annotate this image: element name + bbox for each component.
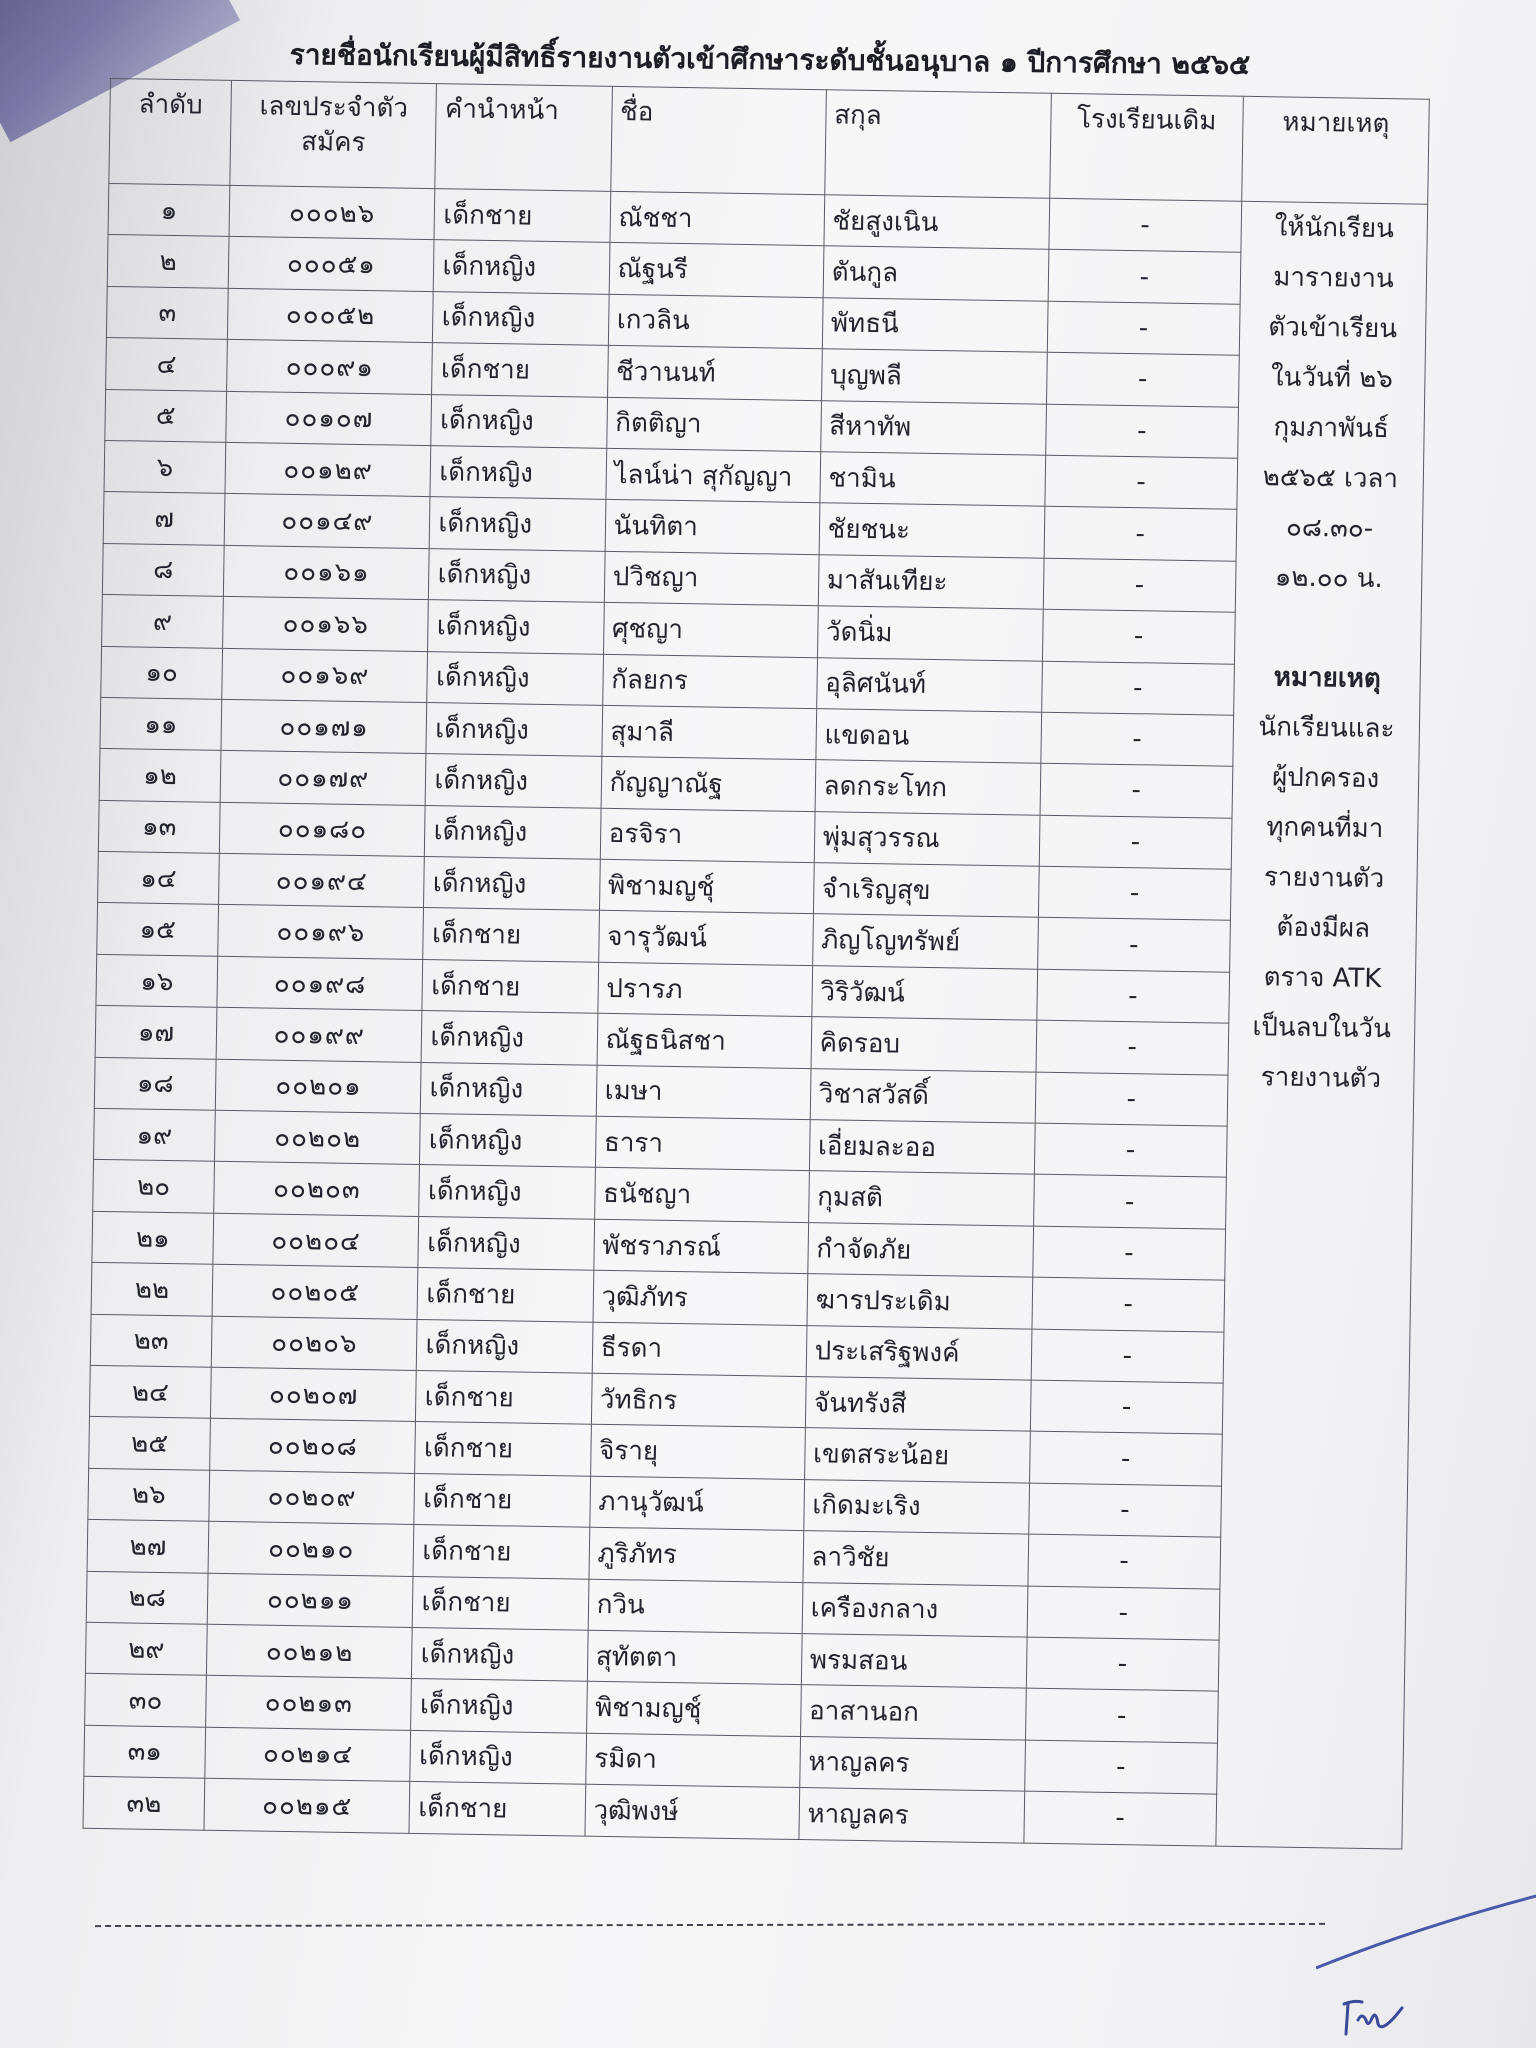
row-prefix: เด็กหญิง [420, 1114, 596, 1168]
remarks-schedule-line: ในวันที่ ๒๖ [1270, 362, 1394, 395]
row-no: ๒ [107, 235, 229, 288]
row-no: ๖ [104, 440, 226, 493]
row-last-name: พรมสอน [801, 1633, 1027, 1688]
row-first-name: พิชามญชุ์ [586, 1682, 801, 1737]
header-no: ลำดับ [109, 79, 232, 186]
row-prefix: เด็กหญิง [426, 702, 602, 756]
row-first-name: ธีรดา [592, 1322, 807, 1377]
row-previous-school: - [1041, 661, 1234, 715]
row-prefix: เด็กชาย [418, 1268, 594, 1322]
row-previous-school: - [1032, 1226, 1225, 1280]
row-last-name: กุมสติ [808, 1171, 1034, 1226]
row-last-name: บุญพลี [821, 349, 1047, 404]
row-first-name: วุฒิพงษ์ [585, 1784, 800, 1839]
row-previous-school: - [1032, 1277, 1225, 1331]
pen-mark-line [1316, 1880, 1536, 1970]
row-applicant-id: ๐๐๐๕๑ [228, 237, 434, 292]
row-previous-school: - [1035, 1072, 1228, 1126]
row-first-name: ศุชญา [603, 602, 818, 657]
row-previous-school: - [1036, 1020, 1229, 1074]
row-first-name: ปรารภ [597, 962, 812, 1017]
row-applicant-id: ๐๐๑๒๙ [225, 442, 431, 497]
row-previous-school: - [1025, 1688, 1218, 1742]
row-no: ๒๗ [87, 1519, 209, 1572]
remarks-schedule-line: ให้นักเรียน [1274, 212, 1395, 245]
row-prefix: เด็กชาย [413, 1576, 589, 1630]
row-applicant-id: ๐๐๒๐๙ [209, 1470, 415, 1525]
row-prefix: เด็กหญิง [424, 857, 600, 911]
row-previous-school: - [1030, 1380, 1223, 1434]
row-prefix: เด็กชาย [415, 1422, 591, 1476]
row-applicant-id: ๐๐๑๐๗ [226, 391, 432, 446]
row-applicant-id: ๐๐๒๐๕ [212, 1264, 418, 1319]
row-applicant-id: ๐๐๒๑๐ [208, 1521, 414, 1576]
row-applicant-id: ๐๐๑๙๖ [218, 905, 424, 960]
row-previous-school: - [1043, 558, 1236, 612]
row-last-name: วัดนิ่ม [817, 606, 1043, 661]
row-last-name: ชัยชนะ [819, 503, 1045, 558]
header-first-name: ชื่อ [610, 86, 826, 194]
row-prefix: เด็กหญิง [428, 600, 604, 654]
row-no: ๑๐ [101, 646, 223, 699]
row-first-name: พัชราภรณ์ [593, 1219, 808, 1274]
row-first-name: สุมาลี [602, 705, 817, 760]
row-previous-school: - [1047, 301, 1240, 355]
row-last-name: อาสานอก [800, 1685, 1026, 1740]
row-first-name: รมิดา [585, 1733, 800, 1788]
row-first-name: วัทธิกร [591, 1373, 806, 1428]
row-no: ๒๔ [89, 1365, 211, 1418]
remarks-note-line: ตราจ ATK [1263, 962, 1382, 995]
row-last-name: ลาวิชัย [803, 1531, 1029, 1586]
row-no: ๑๘ [94, 1057, 216, 1110]
row-first-name: อรจิรา [600, 808, 815, 863]
row-applicant-id: ๐๐๒๑๑ [207, 1573, 413, 1628]
footer-dashed-line [95, 1923, 1325, 1927]
row-applicant-id: ๐๐๒๐๑ [215, 1059, 421, 1114]
row-prefix: เด็กหญิง [427, 651, 603, 705]
row-no: ๒๑ [92, 1211, 214, 1264]
row-first-name: ณัฐนรี [609, 243, 824, 298]
row-last-name: ชามิน [820, 452, 1046, 507]
row-no: ๘ [102, 543, 224, 596]
row-prefix: เด็กหญิง [430, 497, 606, 551]
row-no: ๑๔ [98, 851, 220, 904]
remarks-schedule-line: ๒๕๖๕ เวลา [1262, 462, 1399, 495]
row-applicant-id: ๐๐๒๐๔ [213, 1213, 419, 1268]
row-no: ๑๑ [100, 697, 222, 750]
header-last-name: สกุล [824, 90, 1050, 199]
table-header-row [109, 79, 1429, 205]
header-remarks: หมายเหตุ [1242, 96, 1430, 204]
row-first-name: ณัชชา [610, 191, 825, 246]
row-applicant-id: ๐๐๒๑๕ [204, 1778, 410, 1833]
row-prefix: เด็กหญิง [425, 805, 601, 859]
row-last-name: ชัยสูงเนิน [824, 195, 1050, 250]
row-applicant-id: ๐๐๑๙๙ [216, 1008, 422, 1063]
row-no: ๒๘ [86, 1571, 208, 1624]
row-no: ๑ [108, 183, 230, 236]
row-previous-school: - [1040, 712, 1233, 766]
row-last-name: สีหาทัพ [820, 400, 1046, 455]
row-last-name: ลดกระโทก [815, 760, 1041, 815]
row-no: ๒๓ [90, 1314, 212, 1367]
remarks-schedule-line: มารายงาน [1272, 262, 1395, 295]
row-no: ๒๐ [93, 1160, 215, 1213]
row-previous-school: - [1033, 1175, 1226, 1229]
row-first-name: กวิน [588, 1579, 803, 1634]
row-first-name: จิรายุ [590, 1425, 805, 1480]
row-prefix: เด็กชาย [432, 343, 608, 397]
row-prefix: เด็กหญิง [434, 240, 610, 294]
row-no: ๓๒ [83, 1776, 205, 1829]
row-previous-school: - [1048, 198, 1241, 252]
row-no: ๑๖ [96, 954, 218, 1007]
row-first-name: นันทิตา [605, 500, 820, 555]
row-last-name: เครืองกลาง [802, 1582, 1028, 1637]
remarks-schedule-line: ตัวเข้าเรียน [1268, 312, 1398, 345]
remarks-cell [1216, 201, 1428, 1848]
row-first-name: ภูริภัทร [589, 1527, 804, 1582]
row-prefix: เด็กชาย [434, 189, 610, 243]
row-prefix: เด็กหญิง [431, 394, 607, 448]
row-last-name: มาสันเทียะ [818, 554, 1044, 609]
header-prefix: คำนำหน้า [435, 84, 612, 192]
row-last-name: กำจัดภัย [807, 1222, 1033, 1277]
row-applicant-id: ๐๐๒๐๓ [214, 1162, 420, 1217]
row-first-name: สุทัตตา [587, 1630, 802, 1685]
header-applicant-id: เลขประจำตัวสมัคร [230, 80, 437, 188]
row-no: ๗ [103, 492, 225, 545]
row-prefix: เด็กชาย [416, 1370, 592, 1424]
row-prefix: เด็กหญิง [426, 754, 602, 808]
row-previous-school: - [1040, 763, 1233, 817]
row-no: ๔ [106, 338, 228, 391]
roster-sheet [83, 78, 1430, 1849]
remarks-note-line: ทุกคนที่มา [1266, 812, 1384, 845]
row-applicant-id: ๐๐๐๙๑ [227, 340, 433, 395]
row-applicant-id: ๐๐๒๑๓ [206, 1676, 412, 1731]
row-previous-school: - [1045, 404, 1238, 458]
row-prefix: เด็กชาย [409, 1782, 585, 1836]
row-prefix: เด็กหญิง [410, 1730, 586, 1784]
row-no: ๒๕ [89, 1417, 211, 1470]
row-previous-school: - [1027, 1534, 1220, 1588]
row-applicant-id: ๐๐๑๔๙ [224, 494, 430, 549]
header-previous-school: โรงเรียนเดิม [1049, 93, 1243, 201]
row-no: ๑๒ [99, 749, 221, 802]
row-prefix: เด็กหญิง [418, 1216, 594, 1270]
row-last-name: หาญลคร [799, 1736, 1025, 1791]
row-last-name: พัทธนี [822, 298, 1048, 353]
row-applicant-id: ๐๐๑๗๑ [221, 699, 427, 754]
row-last-name: วิชาสวัสดิ์ [810, 1068, 1036, 1123]
row-no: ๙ [102, 595, 224, 648]
row-first-name: กัลยกร [602, 654, 817, 709]
row-applicant-id: ๐๐๒๐๗ [211, 1367, 417, 1422]
row-previous-school: - [1038, 866, 1231, 920]
row-prefix: เด็กหญิง [430, 446, 606, 500]
row-applicant-id: ๐๐๒๐๒ [215, 1110, 421, 1165]
row-prefix: เด็กชาย [414, 1473, 590, 1527]
row-applicant-id: ๐๐๑๗๙ [220, 751, 426, 806]
signature-scribble [1340, 1990, 1410, 2040]
row-previous-school: - [1044, 455, 1237, 509]
row-first-name: ไลน์น่า สุกัญญา [606, 448, 821, 503]
row-first-name: ณัฐธนิสชา [597, 1014, 812, 1069]
row-previous-school: - [1048, 250, 1241, 304]
row-first-name: พิชามญชุ์ [599, 859, 814, 914]
row-previous-school: - [1031, 1329, 1224, 1383]
row-previous-school: - [1039, 815, 1232, 869]
row-previous-school: - [1042, 609, 1235, 663]
row-no: ๑๕ [97, 903, 219, 956]
row-previous-school: - [1037, 918, 1230, 972]
row-no: ๒๒ [91, 1263, 213, 1316]
row-prefix: เด็กหญิง [429, 548, 605, 602]
row-prefix: เด็กชาย [423, 908, 599, 962]
row-previous-school: - [1046, 352, 1239, 406]
row-applicant-id: ๐๐๐๒๖ [229, 185, 435, 240]
row-previous-school: - [1024, 1740, 1217, 1794]
row-last-name: เอี่ยมละออ [809, 1120, 1035, 1175]
remarks-note-line: ต้องมีผล [1276, 912, 1371, 944]
row-applicant-id: ๐๐๑๖๙ [222, 648, 428, 703]
row-first-name: ปวิชญา [604, 551, 819, 606]
row-first-name: กิตติญา [606, 397, 821, 452]
row-last-name: เขตสระน้อย [804, 1428, 1030, 1483]
row-previous-school: - [1026, 1637, 1219, 1691]
row-applicant-id: ๐๐๒๐๖ [211, 1316, 417, 1371]
remarks-schedule-line: ๐๘.๓๐- [1285, 512, 1374, 544]
remarks-note-line: เป็นลบในวัน [1252, 1012, 1392, 1045]
row-no: ๑๗ [95, 1006, 217, 1059]
remarks-spacer [1243, 602, 1413, 655]
student-roster-table [83, 78, 1430, 1849]
row-applicant-id: ๐๐๑๖๑ [223, 545, 429, 600]
row-prefix: เด็กหญิง [419, 1165, 595, 1219]
row-last-name: แขดอน [816, 709, 1042, 764]
remarks-schedule-line: ๑๒.๐๐ น. [1274, 562, 1383, 595]
row-no: ๓๑ [84, 1725, 206, 1778]
remarks-note-line: รายงานตัว [1263, 862, 1385, 895]
row-last-name: ประเสริฐพงค์ [806, 1325, 1032, 1380]
row-applicant-id: ๐๐๑๙๔ [219, 853, 425, 908]
row-applicant-id: ๐๐๑๖๖ [223, 596, 429, 651]
remarks-schedule-line: กุมภาพันธ์ [1273, 412, 1390, 445]
row-no: ๕ [105, 389, 227, 442]
row-previous-school: - [1028, 1483, 1221, 1537]
row-last-name: อุลิศนันท์ [816, 657, 1042, 712]
row-prefix: เด็กหญิง [422, 1011, 598, 1065]
row-last-name: จำเริญสุข [813, 863, 1039, 918]
row-previous-school: - [1044, 507, 1237, 561]
row-last-name: คิดรอบ [811, 1017, 1037, 1072]
row-no: ๑๙ [94, 1108, 216, 1161]
row-last-name: วิริวัฒน์ [812, 966, 1038, 1021]
row-no: ๓๐ [85, 1674, 207, 1727]
row-previous-school: - [1036, 969, 1229, 1023]
row-last-name: ตันกูล [823, 246, 1049, 301]
row-last-name: เกิดมะเริง [803, 1479, 1029, 1534]
row-last-name: จันทรังสี [805, 1377, 1031, 1432]
row-prefix: เด็กหญิง [433, 291, 609, 345]
row-prefix: เด็กหญิง [411, 1679, 587, 1733]
row-last-name: ฆารประเดิม [807, 1274, 1033, 1329]
row-no: ๑๓ [98, 800, 220, 853]
row-first-name: ธนัชญา [594, 1168, 809, 1223]
row-applicant-id: ๐๐๒๑๔ [205, 1727, 411, 1782]
row-applicant-id: ๐๐๑๘๐ [219, 802, 425, 857]
row-applicant-id: ๐๐๒๐๘ [210, 1419, 416, 1474]
row-first-name: ภานุวัฒน์ [589, 1476, 804, 1531]
row-applicant-id: ๐๐๒๑๒ [206, 1624, 412, 1679]
row-prefix: เด็กหญิง [412, 1627, 588, 1681]
remarks-note-line: ผู้ปกครอง [1271, 762, 1380, 795]
row-prefix: เด็กหญิง [417, 1319, 593, 1373]
row-first-name: จารุวัฒน์ [598, 911, 813, 966]
row-first-name: เมษา [596, 1065, 811, 1120]
row-first-name: เกวลิน [608, 294, 823, 349]
row-prefix: เด็กชาย [422, 959, 598, 1013]
document-title: รายชื่อนักเรียนผู้มีสิทธิ์รายงานตัวเข้าศึกษาระดับชั้นอนุบาล ๑ ปีการศึกษา ๒๕๖๕ [289, 37, 1251, 82]
row-first-name: ชีวานนท์ [607, 346, 822, 401]
row-applicant-id: ๐๐๑๙๘ [217, 956, 423, 1011]
roster-body [83, 183, 1428, 1848]
row-last-name: หาญลคร [799, 1788, 1025, 1843]
row-first-name: วุฒิภัทร [593, 1270, 808, 1325]
row-prefix: เด็กหญิง [421, 1062, 597, 1116]
row-no: ๓ [106, 286, 228, 339]
row-last-name: ภิญโญทรัพย์ [812, 914, 1038, 969]
row-previous-school: - [1034, 1123, 1227, 1177]
row-previous-school: - [1027, 1586, 1220, 1640]
row-first-name: กัญญาณัฐ [601, 757, 816, 812]
row-first-name: ธารา [595, 1116, 810, 1171]
row-no: ๒๙ [85, 1622, 207, 1675]
remarks-note-heading: หมายเหตุ [1273, 662, 1381, 695]
row-no: ๒๖ [88, 1468, 210, 1521]
row-applicant-id: ๐๐๐๕๒ [227, 288, 433, 343]
remarks-note-line: นักเรียนและ [1258, 712, 1395, 745]
row-prefix: เด็กชาย [413, 1525, 589, 1579]
remarks-note-line: รายงานตัว [1260, 1062, 1382, 1095]
row-previous-school: - [1023, 1791, 1216, 1845]
row-previous-school: - [1029, 1431, 1222, 1485]
row-last-name: พุ่มสุวรรณ [814, 811, 1040, 866]
